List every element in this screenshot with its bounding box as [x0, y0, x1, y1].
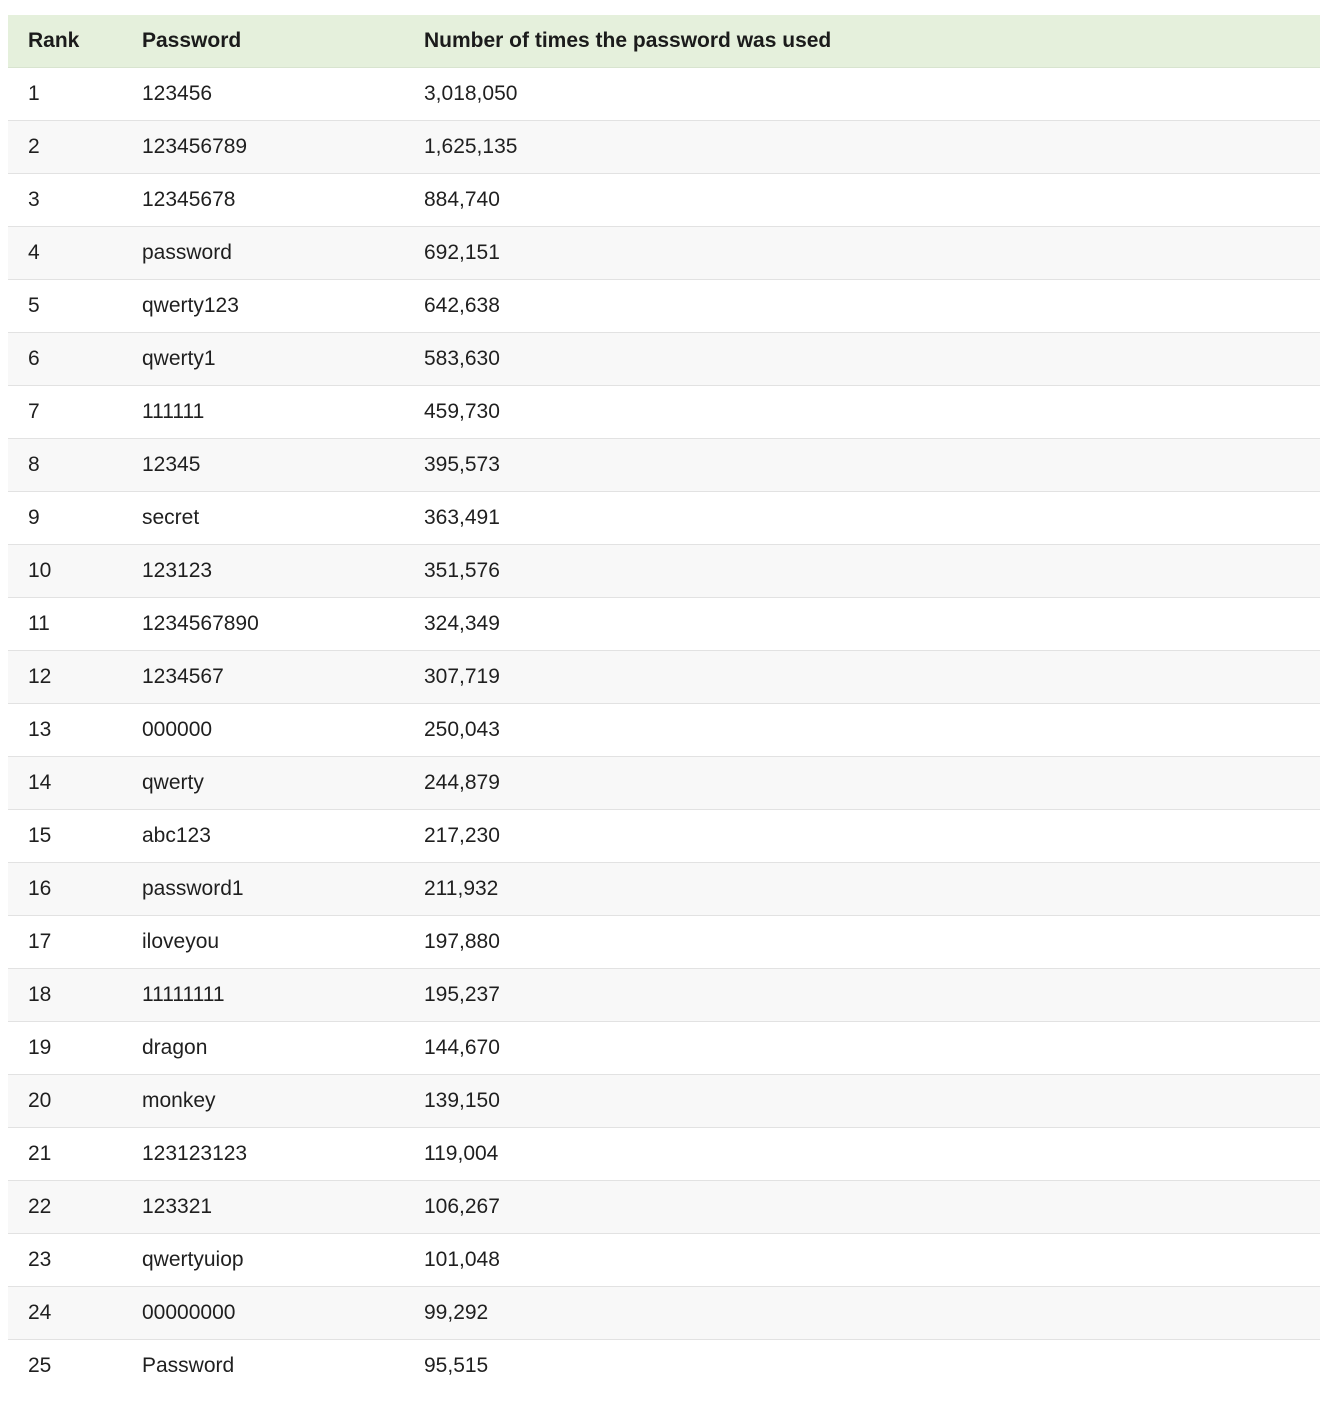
table-row	[8, 544, 1320, 597]
table-row	[8, 1021, 1320, 1074]
table-row	[8, 703, 1320, 756]
cell-password: 123321	[122, 1180, 404, 1233]
cell-count: 217,230	[404, 809, 1320, 862]
cell-rank: 13	[8, 703, 122, 756]
cell-count: 459,730	[404, 385, 1320, 438]
cell-rank: 11	[8, 597, 122, 650]
cell-password: password	[122, 226, 404, 279]
cell-count: 642,638	[404, 279, 1320, 332]
cell-rank: 4	[8, 226, 122, 279]
cell-count: 197,880	[404, 915, 1320, 968]
cell-count: 3,018,050	[404, 67, 1320, 120]
column-header-count: Number of times the password was used	[404, 15, 1320, 67]
table-row	[8, 67, 1320, 120]
cell-password: 123456789	[122, 120, 404, 173]
cell-count: 250,043	[404, 703, 1320, 756]
cell-password: 12345	[122, 438, 404, 491]
table-row	[8, 809, 1320, 862]
table-body	[8, 67, 1320, 1392]
cell-count: 139,150	[404, 1074, 1320, 1127]
cell-count: 363,491	[404, 491, 1320, 544]
table-row	[8, 1127, 1320, 1180]
cell-count: 95,515	[424, 1353, 489, 1377]
cell-count: 884,740	[404, 173, 1320, 226]
table-row	[8, 1339, 1320, 1392]
cell-rank: 25	[28, 1353, 52, 1377]
cell-password: password1	[122, 862, 404, 915]
table-row	[8, 491, 1320, 544]
cell-password: 123123	[122, 544, 404, 597]
cell-rank: 14	[8, 756, 122, 809]
table-row	[8, 650, 1320, 703]
cell-password: qwertyuiop	[122, 1233, 404, 1286]
table-row	[8, 756, 1320, 809]
cell-rank: 18	[8, 968, 122, 1021]
cell-rank: 5	[8, 279, 122, 332]
table-row	[8, 597, 1320, 650]
table-row	[8, 1074, 1320, 1127]
cell-rank: 7	[8, 385, 122, 438]
cell-password: 11111111	[122, 968, 404, 1021]
cell-count: 144,670	[404, 1021, 1320, 1074]
cell-password: 111111	[122, 385, 404, 438]
cell-password: dragon	[122, 1021, 404, 1074]
table-row	[8, 1286, 1320, 1339]
column-header-rank: Rank	[8, 15, 122, 67]
cell-rank: 19	[8, 1021, 122, 1074]
cell-rank: 15	[8, 809, 122, 862]
table-row	[8, 862, 1320, 915]
cell-password: qwerty123	[122, 279, 404, 332]
table-row	[8, 438, 1320, 491]
cell-count: 211,932	[404, 862, 1320, 915]
password-ranking-table	[8, 15, 1320, 1392]
table-header	[8, 15, 1320, 67]
cell-count: 583,630	[404, 332, 1320, 385]
cell-rank: 10	[8, 544, 122, 597]
table-row	[8, 1180, 1320, 1233]
table-row	[8, 968, 1320, 1021]
cell-password: iloveyou	[122, 915, 404, 968]
cell-count: 101,048	[404, 1233, 1320, 1286]
cell-password: 1234567890	[122, 597, 404, 650]
cell-rank: 9	[8, 491, 122, 544]
cell-count: 99,292	[404, 1286, 1320, 1339]
cell-password: 123123123	[122, 1127, 404, 1180]
cell-password: 123456	[122, 67, 404, 120]
cell-password: qwerty	[122, 756, 404, 809]
table-row	[8, 226, 1320, 279]
cell-rank: 24	[8, 1286, 122, 1339]
table-row	[8, 332, 1320, 385]
cell-password: abc123	[122, 809, 404, 862]
cell-password: 12345678	[122, 173, 404, 226]
cell-count: 395,573	[404, 438, 1320, 491]
table-row	[8, 385, 1320, 438]
cell-count: 1,625,135	[404, 120, 1320, 173]
cell-rank: 3	[8, 173, 122, 226]
table-row	[8, 1233, 1320, 1286]
cell-rank: 23	[8, 1233, 122, 1286]
cell-rank: 22	[8, 1180, 122, 1233]
cell-password: 1234567	[122, 650, 404, 703]
cell-password: 000000	[122, 703, 404, 756]
cell-rank: 20	[8, 1074, 122, 1127]
cell-rank: 1	[8, 67, 122, 120]
column-header-password: Password	[122, 15, 404, 67]
cell-password: Password	[142, 1353, 235, 1377]
cell-count: 244,879	[404, 756, 1320, 809]
cell-password: 00000000	[122, 1286, 404, 1339]
cell-rank: 17	[8, 915, 122, 968]
cell-count: 307,719	[404, 650, 1320, 703]
cell-password: secret	[122, 491, 404, 544]
cell-count: 351,576	[404, 544, 1320, 597]
cell-rank: 12	[8, 650, 122, 703]
cell-rank: 16	[8, 862, 122, 915]
table-header-row	[8, 15, 1320, 67]
cell-rank: 21	[8, 1127, 122, 1180]
cell-count: 324,349	[404, 597, 1320, 650]
password-table-container	[8, 15, 1320, 1392]
cell-password: monkey	[122, 1074, 404, 1127]
cell-rank: 6	[8, 332, 122, 385]
cell-count: 195,237	[404, 968, 1320, 1021]
table-row	[8, 120, 1320, 173]
cell-rank: 8	[8, 438, 122, 491]
cell-count: 692,151	[404, 226, 1320, 279]
cell-password: qwerty1	[122, 332, 404, 385]
table-row	[8, 915, 1320, 968]
cell-count: 106,267	[404, 1180, 1320, 1233]
table-row	[8, 279, 1320, 332]
table-row	[8, 173, 1320, 226]
cell-rank: 2	[8, 120, 122, 173]
cell-count: 119,004	[404, 1127, 1320, 1180]
